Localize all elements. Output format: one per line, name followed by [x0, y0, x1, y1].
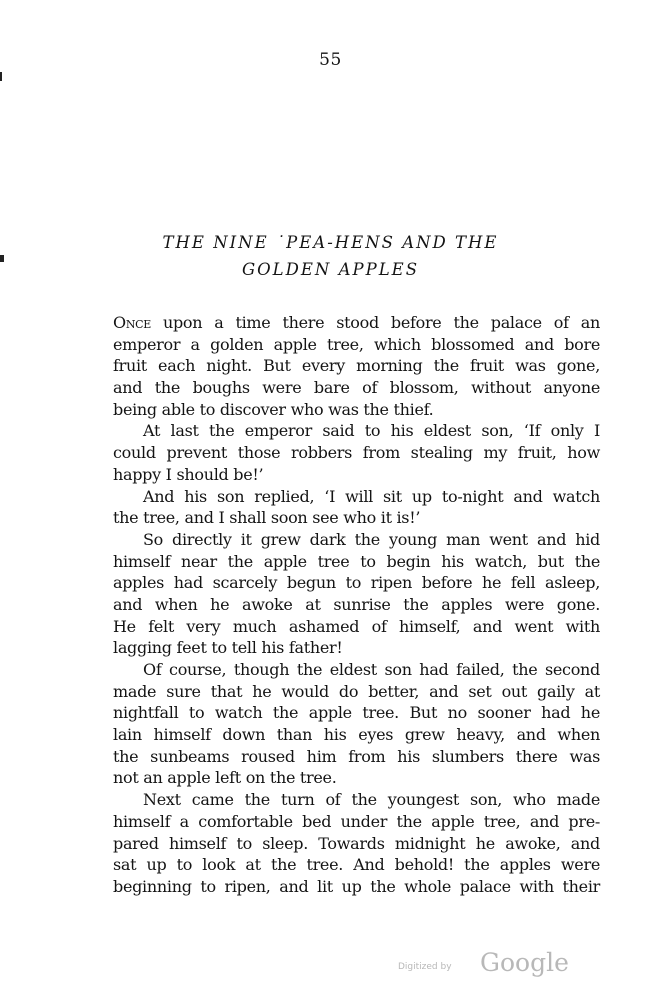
google-logo: Google	[480, 948, 569, 977]
text-line: himself near the apple tree to begin his watch, but the	[113, 551, 600, 571]
text-line: pared himself to sleep. Towards midnight he awoke, and	[113, 833, 600, 853]
text-line: and when he awoke at sunrise the apples were gone.	[113, 594, 600, 614]
text-line: He felt very much ashamed of himself, and went with	[113, 616, 600, 636]
opening-word: Once	[113, 313, 151, 332]
page-number: 55	[319, 50, 342, 70]
text-line: happy I should be!’	[113, 464, 264, 484]
scan-mark-top	[0, 72, 2, 81]
text-line: the sunbeams roused him from his slumbers there was	[113, 746, 600, 766]
google-watermark	[398, 948, 568, 982]
chapter-title	[0, 229, 661, 283]
text-line: lagging feet to tell his father!	[113, 638, 343, 658]
text-line: Of course, though the eldest son had failed, the second	[143, 660, 600, 679]
text-line: apples had scarcely begun to ripen before he fell asleep,	[113, 573, 600, 593]
text-line: lain himself down than his eyes grew heavy, and when	[113, 725, 600, 745]
text-line: the tree, and I shall soon see who it is!’	[113, 508, 421, 528]
text-line: himself a comfortable bed under the apple tree, and pre-	[113, 811, 600, 831]
text-line: and the boughs were bare of blossom, without anyone	[113, 378, 600, 398]
body-text	[113, 312, 600, 898]
watermark-prefix: Digitized by	[398, 962, 452, 972]
text-line: nightfall to watch the apple tree. But no sooner had he	[113, 703, 600, 723]
chapter-title-line-1: THE NINE ˙PEA-HENS AND THE	[162, 233, 499, 252]
text-line: Once upon a time there stood before the palace of an	[113, 313, 600, 332]
text-line: not an apple left on the tree.	[113, 768, 337, 788]
text-line: At last the emperor said to his eldest son, ‘If only I	[143, 421, 600, 441]
text-line: emperor a golden apple tree, which blossomed and bore	[113, 334, 600, 354]
text-line: being able to discover who was the thief.	[113, 399, 434, 419]
chapter-title-line-2: GOLDEN APPLES	[241, 260, 420, 279]
text-line: beginning to ripen, and lit up the whole palace with their	[113, 876, 600, 896]
text-line: Next came the turn of the youngest son, who made	[143, 790, 600, 810]
text-line: sat up to look at the tree. And behold! the apples were	[113, 855, 600, 875]
text-line: fruit each night. But every morning the fruit was gone,	[113, 356, 600, 376]
text-line: And his son replied, ‘I will sit up to-night and watch	[143, 486, 600, 506]
text-line: made sure that he would do better, and set out gaily at	[113, 681, 600, 701]
text-line: could prevent those robbers from stealing my fruit, how	[113, 443, 600, 463]
text-line: So directly it grew dark the young man went and hid	[143, 529, 600, 549]
